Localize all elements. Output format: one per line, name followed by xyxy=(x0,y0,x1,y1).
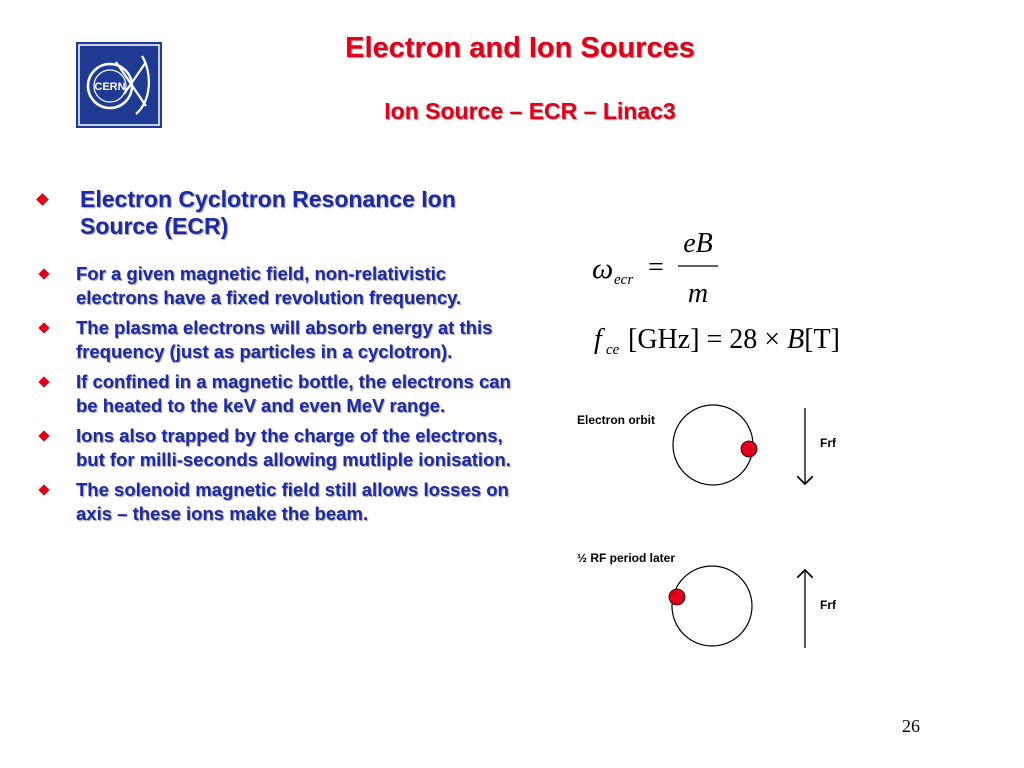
slide-subtitle: Ion Source – ECR – Linac3 xyxy=(384,98,676,124)
orbit-circle-top xyxy=(673,405,753,485)
diamond-bullet-icon xyxy=(38,376,49,387)
main-bullet-text: Electron Cyclotron Resonance Ion Source (ECR) xyxy=(80,186,456,239)
orbit-label-top: Electron orbit xyxy=(577,413,656,427)
formula-line2 xyxy=(628,324,840,355)
list-item xyxy=(38,424,528,472)
list-item xyxy=(38,316,528,364)
page-number: 26 xyxy=(902,716,920,736)
formula-denominator: m xyxy=(687,278,709,309)
list-item xyxy=(38,370,528,418)
list-item-text: For a given magnetic field, non-relativistic electrons have a fixed revolution frequency. xyxy=(76,263,462,308)
orbit-label-bottom: ½ RF period later xyxy=(577,551,676,565)
list-item-text: The solenoid magnetic field still allows losses on axis – these ions make the beam. xyxy=(76,479,509,524)
diamond-bullet-icon xyxy=(36,193,49,206)
cern-logo xyxy=(76,42,162,128)
diamond-bullet-icon xyxy=(38,430,49,441)
electron-particle-top xyxy=(741,441,757,457)
list-item-text: Ions also trapped by the charge of the electrons, but for milli-seconds allowing mutliple ionisation. xyxy=(76,425,511,470)
formula-f: f xyxy=(594,324,602,355)
formula-ecr-subscript: ecr xyxy=(614,272,634,288)
slide-title: Electron and Ion Sources xyxy=(345,32,695,64)
electron-orbit-diagram xyxy=(560,398,860,660)
electron-particle-bottom xyxy=(669,589,685,605)
diamond-bullet-icon xyxy=(38,268,49,279)
formula-numerator: eB xyxy=(683,228,713,259)
bullet-list xyxy=(38,262,528,532)
list-item xyxy=(38,262,528,310)
list-item-text: The plasma electrons will absorb energy at this frequency (just as particles in a cyclotron). xyxy=(76,317,493,362)
list-item xyxy=(38,478,528,526)
main-bullet xyxy=(38,186,538,240)
formula-omega: ω xyxy=(592,252,614,285)
formula-ce-subscript: ce xyxy=(606,342,620,358)
formula-unit: [T] xyxy=(804,324,840,355)
orbit-circle-bottom xyxy=(672,566,752,646)
frf-label-bottom: Frf xyxy=(820,598,836,612)
formula-equals: = xyxy=(648,252,664,283)
formula-b: B xyxy=(787,324,805,355)
list-item-text: If confined in a magnetic bottle, the electrons can be heated to the keV and even MeV range. xyxy=(76,371,511,416)
diamond-bullet-icon xyxy=(38,322,49,333)
ecr-formula xyxy=(588,222,888,362)
cern-logo-text: CERN xyxy=(94,81,126,93)
frf-label-top: Frf xyxy=(820,436,836,450)
diamond-bullet-icon xyxy=(38,484,49,495)
formula-line2-rest: [GHz] = 28 × xyxy=(628,324,788,355)
